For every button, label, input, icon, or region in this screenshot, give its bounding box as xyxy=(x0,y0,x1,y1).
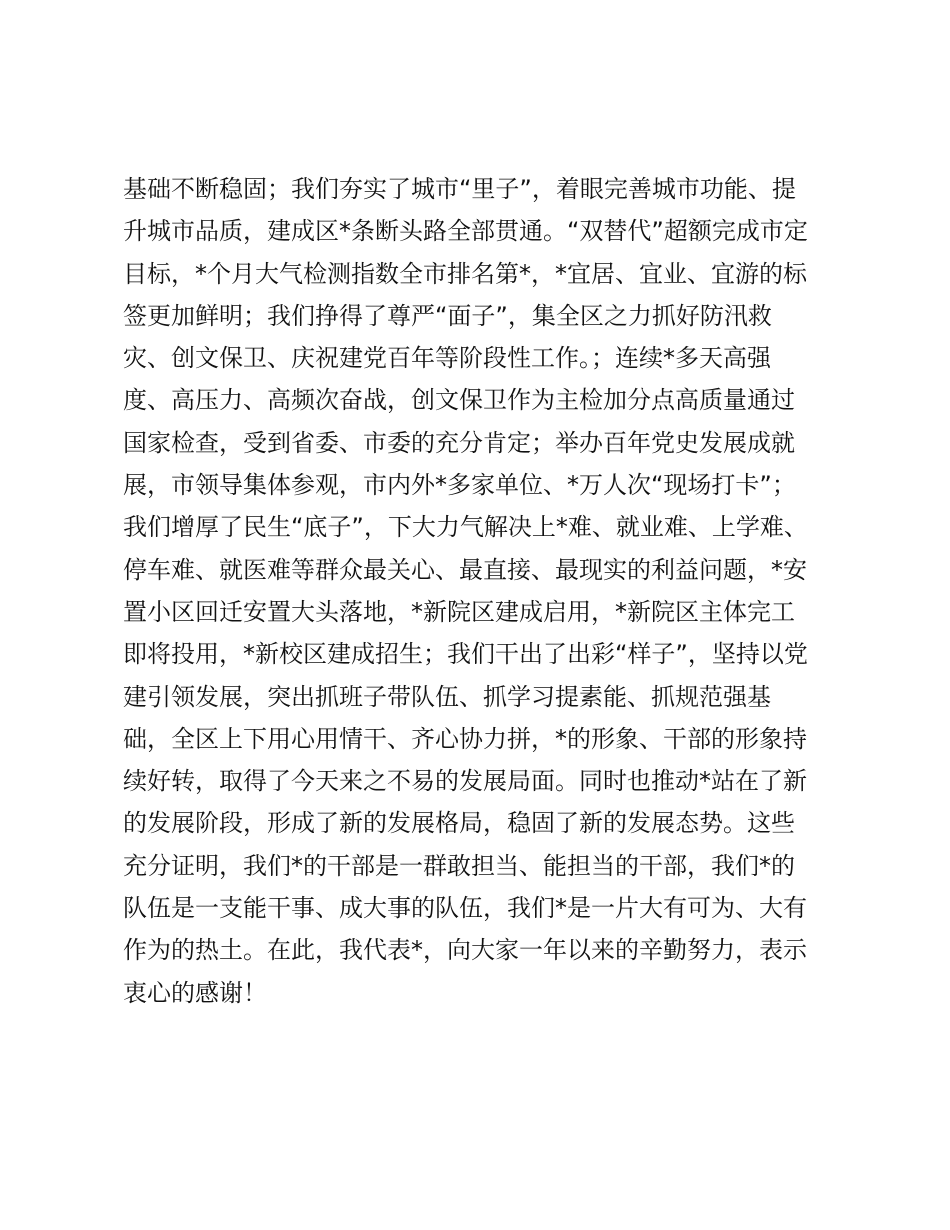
paragraph-line: 衷心的感谢！ xyxy=(123,978,267,1007)
paragraph-line: 升城市品质，建成区*条断头路全部贯通。“双替代”超额完成市定 xyxy=(123,217,808,246)
paragraph-line: 签更加鲜明；我们挣得了尊严“面子”，集全区之力抓好防汛救 xyxy=(123,301,772,330)
paragraph-line: 度、高压力、高频次奋战，创文保卫作为主检加分点高质量通过 xyxy=(123,386,795,415)
paragraph-line: 灾、创文保卫、庆祝建党百年等阶段性工作。；连续*多天高强 xyxy=(123,344,771,373)
paragraph-line: 目标，*个月大气检测指数全市排名第*，*宜居、宜业、宜游的标 xyxy=(123,259,807,288)
paragraph-line: 停车难、就医难等群众最关心、最直接、最现实的利益问题，*安 xyxy=(123,555,807,584)
paragraph-line: 基础不断稳固；我们夯实了城市“里子”，着眼完善城市功能、提 xyxy=(123,175,796,203)
paragraph-line: 续好转，取得了今天来之不易的发展局面。同时也推动*站在了新 xyxy=(123,767,807,796)
paragraph-line: 置小区回迁安置大头落地，*新院区建成启用，*新院区主体完工 xyxy=(123,597,795,626)
paragraph-line: 队伍是一支能干事、成大事的队伍，我们*是一片大有可为、大有 xyxy=(123,894,807,923)
body-paragraph xyxy=(123,168,843,1014)
paragraph-line: 展，市领导集体参观，市内外*多家单位、*万人次“现场打卡”； xyxy=(123,471,796,500)
paragraph-line: 充分证明，我们*的干部是一群敢担当、能担当的干部，我们*的 xyxy=(123,851,795,880)
paragraph-line: 的发展阶段，形成了新的发展格局，稳固了新的发展态势。这些 xyxy=(123,809,795,838)
paragraph-line: 我们增厚了民生“底子”，下大力气解决上*难、就业难、上学难、 xyxy=(123,513,808,542)
paragraph-line: 国家检查，受到省委、市委的充分肯定；举办百年党史发展成就 xyxy=(123,428,795,457)
paragraph-line: 作为的热土。在此，我代表*，向大家一年以来的辛勤努力，表示 xyxy=(123,936,807,965)
paragraph-line: 础，全区上下用心用情干、齐心协力拼，*的形象、干部的形象持 xyxy=(123,724,807,753)
paragraph-line: 建引领发展，突出抓班子带队伍、抓学习提素能、抓规范强基 xyxy=(123,682,771,711)
paragraph-line: 即将投用，*新校区建成招生；我们干出了出彩“样子”，坚持以党 xyxy=(123,640,808,669)
